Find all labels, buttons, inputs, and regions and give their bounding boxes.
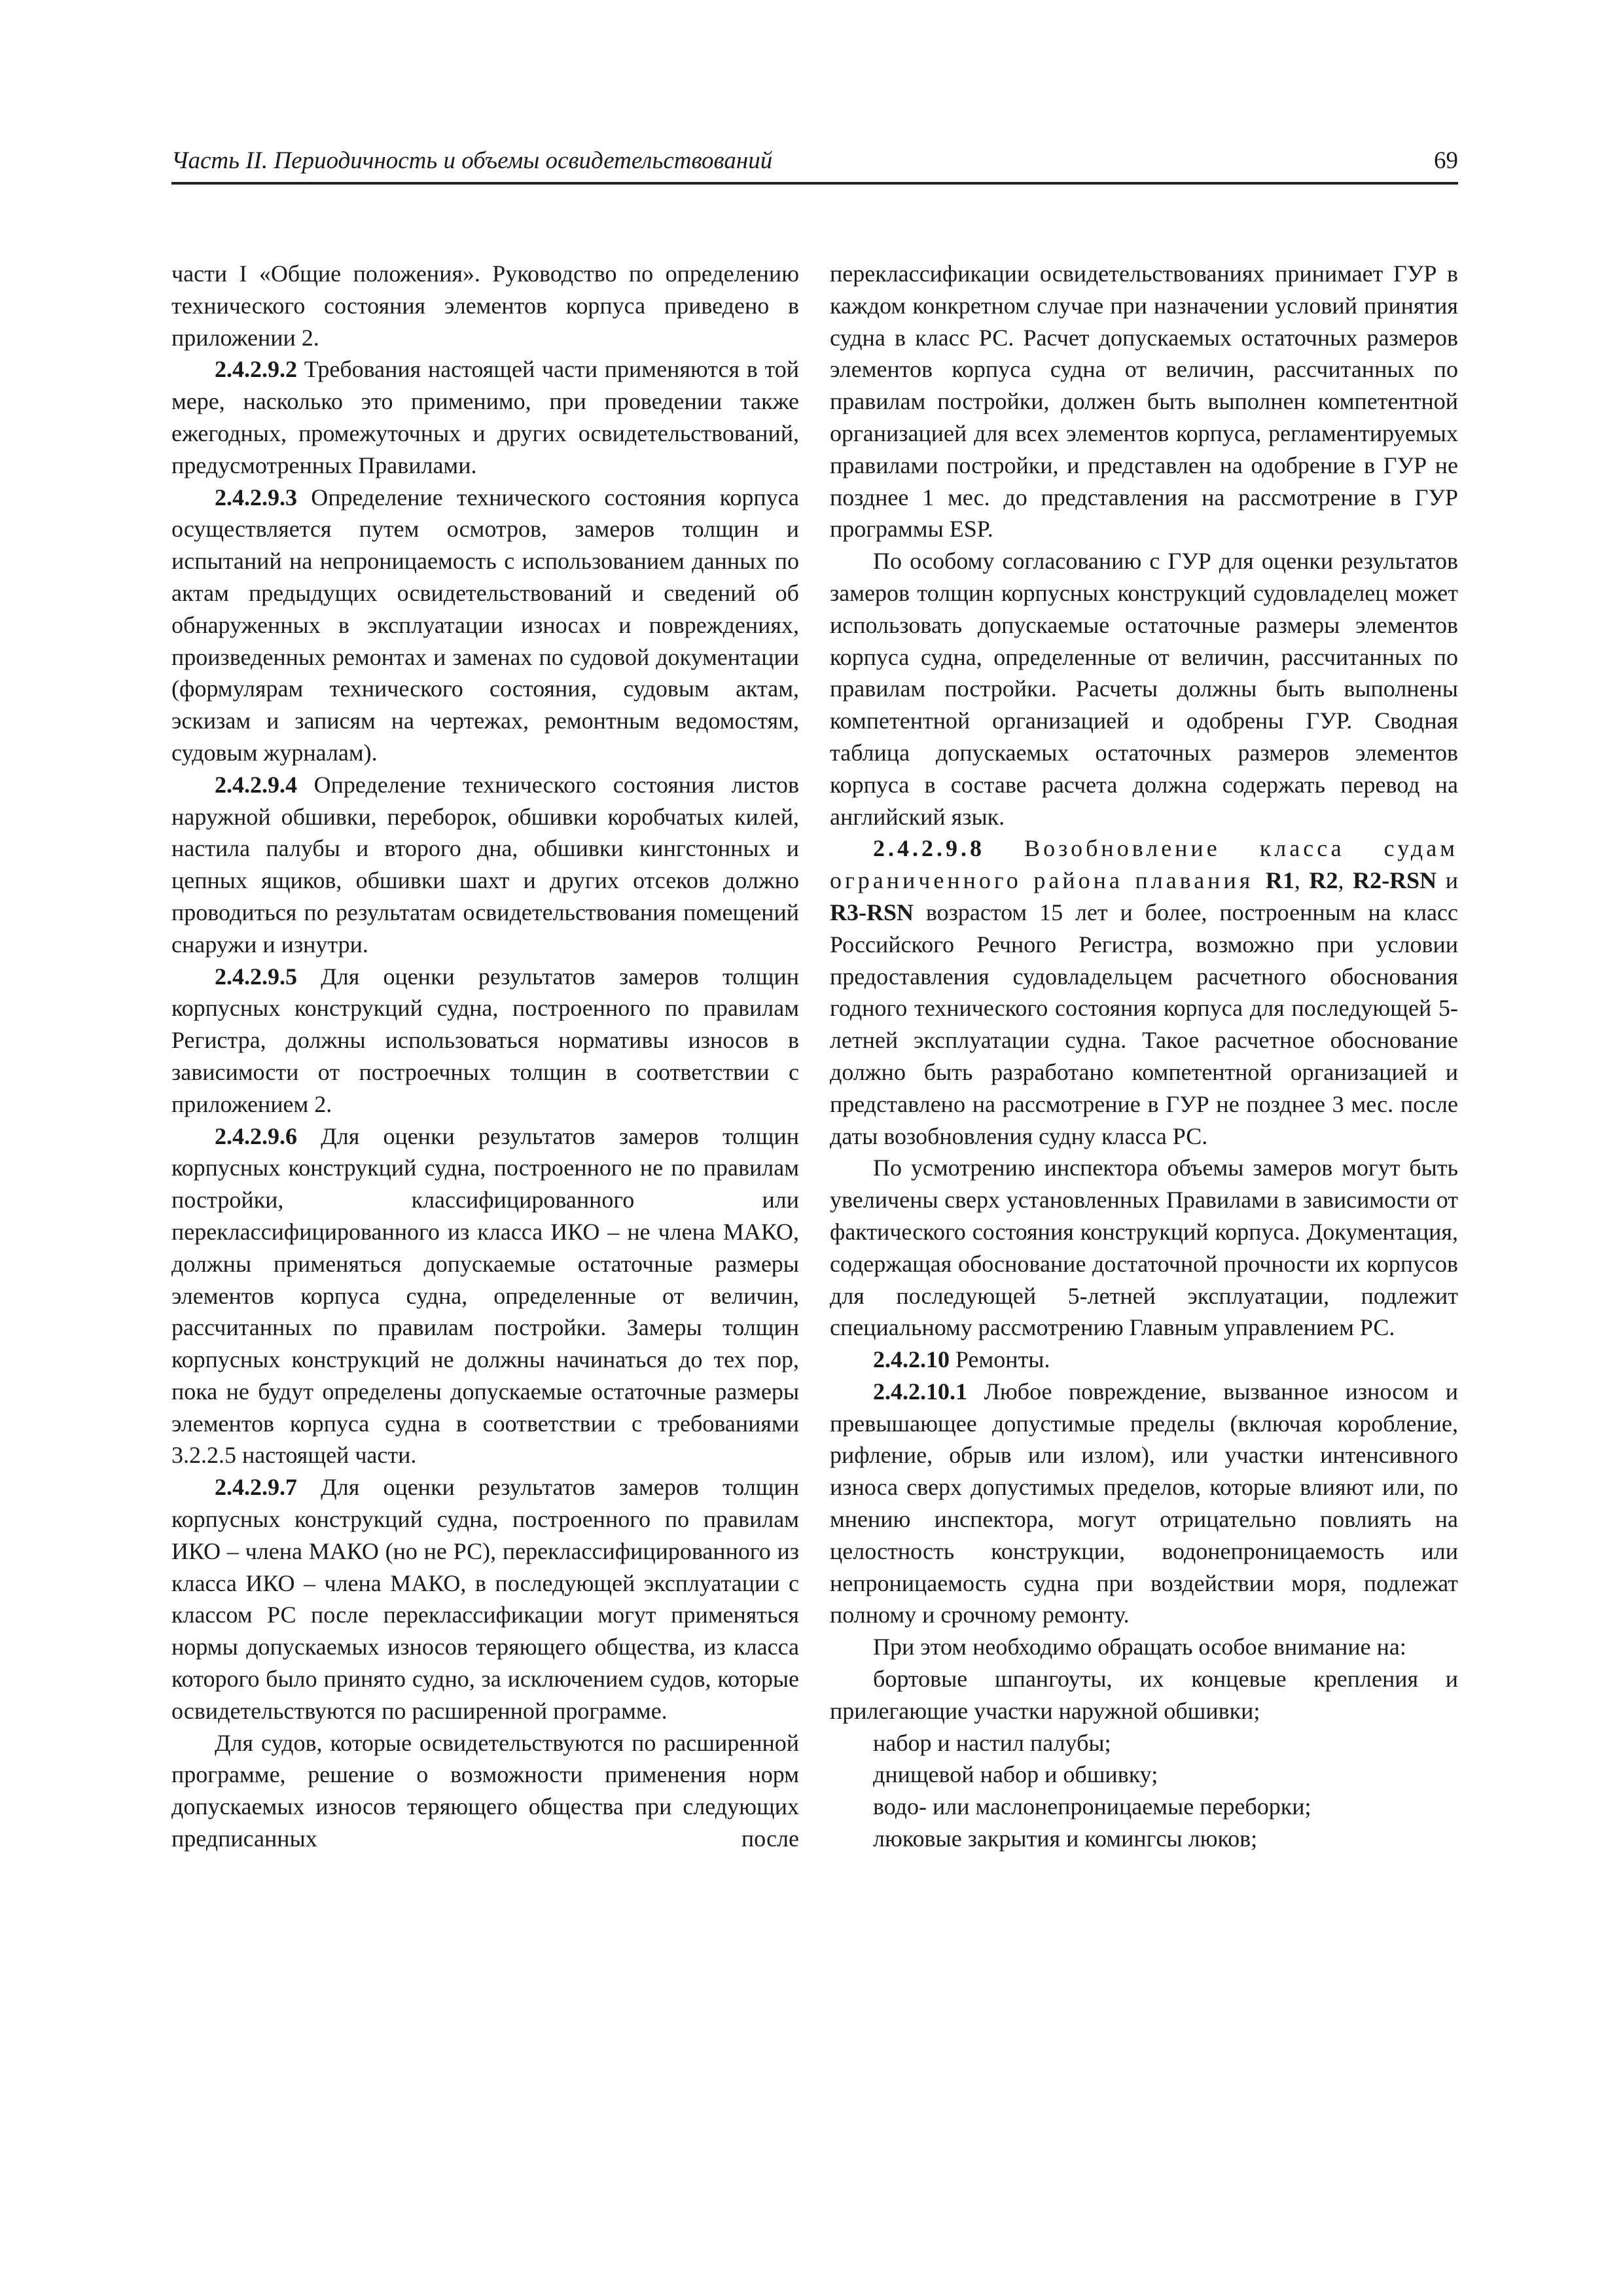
header-title: Часть II. Периодичность и объемы освидетельствований bbox=[171, 147, 773, 174]
navigation-area-code: R1 bbox=[1265, 867, 1294, 894]
paragraph-text: Определение технического состояния корпуса осуществляется путем осмотров, замеров толщин и испытаний на непроницаемость с использованием данных по актам предыдущих освидетельствований и сведений об обнаруженных в эксплуатации износах и повреждениях, произведенных ремонтах и заменах по судовой документации (формулярам технического состояния, судовым актам, эскизам и записям на чертежах, ремонтным ведомостям, судовым журналам). bbox=[171, 484, 799, 766]
paragraph bbox=[830, 1152, 1458, 1344]
clause-number: 2.4.2.9.6 bbox=[215, 1122, 297, 1149]
navigation-area-code: R2 bbox=[1309, 867, 1338, 894]
list-item: водо- или маслонепроницаемые переборки; bbox=[873, 1793, 1311, 1820]
paragraph-text: части I «Общие положения». Руководство по определению технического состояния элементов корпуса приведено в приложении 2. bbox=[171, 260, 799, 351]
paragraph-text: Для судов, которые освидетельствуются по расширенной программе, решение о возможности применения норм допускаемых износов теряющего общества при следующих предписанных после bbox=[171, 1729, 799, 1852]
paragraph-text: По усмотрению инспектора объемы замеров могут быть увеличены сверх установленных Правилами в зависимости от фактического состояния конструкций корпуса. Документация, содержащая обоснование достаточной прочности их корпусов для последующей 5-летней эксплуатации, подлежит специальному рассмотрению Главным управлением РС. bbox=[830, 1155, 1458, 1341]
clause-number: 2.4.2.9.5 bbox=[215, 963, 297, 990]
list-item: набор и настил палубы; bbox=[873, 1729, 1111, 1756]
paragraph bbox=[171, 1727, 799, 1855]
navigation-area-code: R3-RSN bbox=[830, 899, 914, 925]
clause-number: 2.4.2.9.4 bbox=[215, 771, 297, 798]
clause-2-4-2-9-5 bbox=[171, 961, 799, 1121]
separator-text: , bbox=[1338, 867, 1353, 894]
clause-2-4-2-9-3 bbox=[171, 482, 799, 769]
clause-number: 2.4.2.9.8 bbox=[873, 835, 985, 862]
clause-2-4-2-9-2 bbox=[171, 353, 799, 481]
paragraph bbox=[830, 258, 1458, 545]
clause-2-4-2-9-8 bbox=[830, 833, 1458, 1152]
list-item: люковые закрытия и комингсы люков; bbox=[873, 1825, 1258, 1852]
separator-text: , bbox=[1294, 867, 1310, 894]
paragraph bbox=[171, 258, 799, 353]
paragraph bbox=[830, 545, 1458, 833]
paragraph-text: Для оценки результатов замеров толщин корпусных конструкций судна, построенного по правилам ИКО – члена МАКО (но не РС), переклассифицированного из класса ИКО – члена МАКО, в последующей эксплуатации с классом РС после переклассификации могут применяться нормы допускаемых износов теряющего общества, из класса которого было принято судно, за исключением судов, которые освидетельствуются по расширенной программе. bbox=[171, 1474, 799, 1724]
clause-2-4-2-9-4 bbox=[171, 769, 799, 961]
running-header bbox=[171, 144, 1458, 185]
paragraph-text: возрастом 15 лет и более, построенным на класс Российского Речного Регистра, возможно при условии предоставления судовладельцем расчетного обоснования годного технического состояния корпуса для последующей 5-летней эксплуатации судна. Такое расчетное обоснование должно быть разработано компетентной организацией и представлено на рассмотрение в ГУР не позднее 3 мес. после даты возобновления судну класса РС. bbox=[830, 899, 1458, 1149]
list-item: днищевой набор и обшивку; bbox=[873, 1761, 1158, 1788]
clause-2-4-2-10 bbox=[830, 1344, 1458, 1376]
separator-text: и bbox=[1436, 867, 1458, 894]
list-item: бортовые шпангоуты, их концевые крепления и прилегающие участки наружной обшивки; bbox=[830, 1666, 1458, 1724]
clause-2-4-2-9-7 bbox=[171, 1471, 799, 1727]
paragraph-text: Для оценки результатов замеров толщин корпусных конструкций судна, построенного не по правилам постройки, классифицированного или переклассифицированного из класса ИКО – не члена МАКО, должны применяться допускаемые остаточные размеры элементов корпуса судна, определенные от величин, рассчитанных по правилам постройки. Замеры толщин корпусных конструкций не должны начинаться до тех пор, пока не будут определены допускаемые остаточные размеры элементов корпуса судна в соответствии с требованиями 3.2.2.5 настоящей части. bbox=[171, 1122, 799, 1469]
clause-number: 2.4.2.9.3 bbox=[215, 484, 297, 511]
clause-number: 2.4.2.10 bbox=[873, 1346, 950, 1373]
clause-2-4-2-10-1 bbox=[830, 1376, 1458, 1631]
left-column bbox=[171, 258, 799, 1855]
paragraph-text: Любое повреждение, вызванное износом и превышающее допустимые пределы (включая коробление, рифление, обрыв или излом), или участки интенсивного износа сверх допустимых пределов, которые влияют или, по мнению инспектора, могут отрицательно повлиять на целостность конструкции, водонепроницаемость или непроницаемость судна при воздействии моря, подлежат полному и срочному ремонту. bbox=[830, 1378, 1458, 1628]
clause-number: 2.4.2.9.7 bbox=[215, 1474, 297, 1501]
navigation-area-code: R2-RSN bbox=[1353, 867, 1437, 894]
clause-number: 2.4.2.10.1 bbox=[873, 1378, 967, 1405]
right-column bbox=[830, 258, 1458, 1855]
paragraph-text: Возобновление класса судам ограниченного района плавания bbox=[830, 835, 1458, 894]
clause-2-4-2-9-6 bbox=[171, 1121, 799, 1472]
paragraph-text: Требования настоящей части применяются в той мере, насколько это применимо, при проведении также ежегодных, промежуточных и других освидетельствований, предусмотренных Правилами. bbox=[171, 356, 799, 478]
paragraph-text: По особому согласованию с ГУР для оценки результатов замеров толщин корпусных конструкций судовладелец может использовать допускаемые остаточные размеры элементов корпуса судна, определенные от величин, рассчитанных по правилам постройки. Расчеты должны быть выполнены компетентной организацией и одобрены ГУР. Сводная таблица допускаемых остаточных размеров элементов корпуса в составе расчета должна содержать перевод на английский язык. bbox=[830, 548, 1458, 830]
paragraph-text: Ремонты. bbox=[950, 1346, 1050, 1373]
clause-number: 2.4.2.9.2 bbox=[215, 356, 297, 383]
list-intro: При этом необходимо обращать особое внимание на: bbox=[873, 1634, 1406, 1660]
paragraph-text: переклассификации освидетельствованиях принимает ГУР в каждом конкретном случае при назначении условий принятия судна в класс РС. Расчет допускаемых остаточных размеров элементов корпуса судна от величин, рассчитанных по правилам постройки, должен быть выполнен компетентной организацией для всех элементов корпуса, регламентируемых правилами постройки, и представлен на одобрение в ГУР не позднее 1 мес. до представления на рассмотрение в ГУР программы ESP. bbox=[830, 260, 1458, 543]
page-number: 69 bbox=[1434, 147, 1458, 174]
paragraph-text: Определение технического состояния листов наружной обшивки, переборок, обшивки коробчатых килей, настила палубы и второго дна, обшивки кингстонных и цепных ящиков, обшивки шахт и других отсеков должно проводиться по результатам освидетельствования помещений снаружи и изнутри. bbox=[171, 771, 799, 958]
paragraph-text: Для оценки результатов замеров толщин корпусных конструкций судна, построенного по правилам Регистра, должны использоваться нормативы износов в зависимости от построечных толщин в соответствии с приложением 2. bbox=[171, 963, 799, 1117]
